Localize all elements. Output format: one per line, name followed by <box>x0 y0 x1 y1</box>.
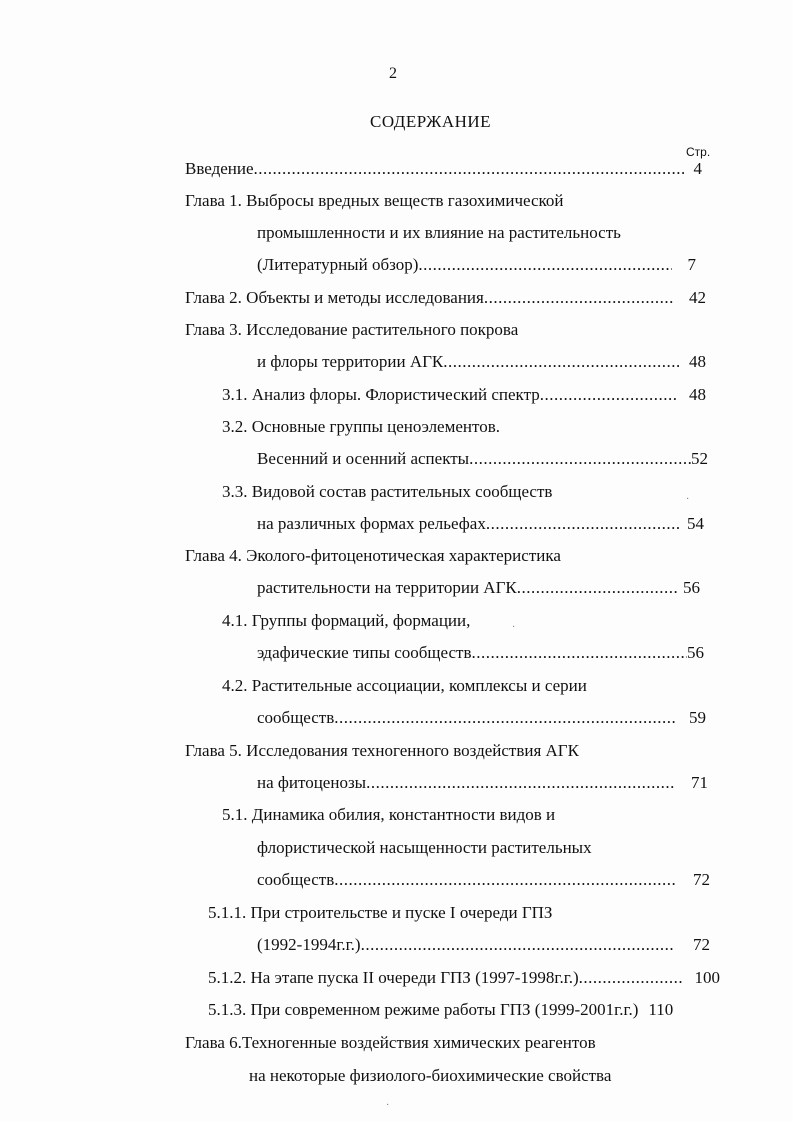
toc-entry-label: промышленности и их влияние на растительность <box>257 223 621 242</box>
toc-entry <box>257 773 708 793</box>
toc-entry <box>257 870 710 890</box>
toc-entry-label: эдафические типы сообществ <box>257 643 472 662</box>
toc-entry-page: 110 <box>648 1000 674 1019</box>
toc-entry-label: Глава 1. Выбросы вредных веществ газохимической <box>185 191 564 210</box>
toc-entry-page: 72 <box>693 935 710 954</box>
leader-dots <box>418 255 671 275</box>
toc-entry-label: на различных формах рельефах <box>257 514 486 533</box>
toc-entry-label: и флоры территории АГК <box>257 352 444 371</box>
toc-entry <box>257 255 696 275</box>
toc-entry-label: на некоторые физиолого-биохимические свойства <box>249 1066 612 1085</box>
toc-entry-label: Глава 6.Техногенные воздействия химических реагентов <box>185 1033 596 1052</box>
leader-dots <box>469 449 691 469</box>
toc-entry-label: Весенний и осенний аспекты <box>257 449 470 468</box>
toc-entry-page: 48 <box>689 352 706 371</box>
leader-dots <box>361 935 675 955</box>
toc-entry-label: 3.1. Анализ флоры. Флористический спектр <box>222 385 540 404</box>
leader-dots <box>334 708 677 728</box>
leader-dots <box>254 159 684 179</box>
toc-entry <box>222 385 706 405</box>
toc-entry <box>185 288 706 308</box>
leader-dots <box>472 643 688 663</box>
toc-entry-page: 59 <box>689 708 706 727</box>
toc-entry-page: 52 <box>691 449 708 468</box>
toc-entry <box>208 1000 720 1020</box>
toc-entry-page: 71 <box>691 773 708 792</box>
page-column-header: Стр. <box>686 145 711 159</box>
scan-speck: · <box>686 494 690 505</box>
leader-dots <box>443 352 679 372</box>
scan-speck: · <box>512 622 516 633</box>
toc-entry-label: 5.1. Динамика обилия, константности видов и <box>222 805 556 824</box>
scan-speck: · <box>386 1100 390 1111</box>
leader-dots <box>334 870 675 890</box>
toc-entry-label: на фитоценозы <box>257 773 367 792</box>
toc-entry-page: 72 <box>693 870 710 889</box>
leader-dots <box>540 385 677 405</box>
toc-entry-label: 5.1.3. При современном режиме работы ГПЗ (1999-2001г.г.) <box>208 1000 639 1019</box>
toc-entry <box>257 643 704 663</box>
toc-entry-page: 54 <box>687 514 704 533</box>
leader-dots <box>484 288 675 308</box>
leader-dots <box>366 773 675 793</box>
toc-entry-page: 7 <box>687 255 696 274</box>
toc-entry-label: 4.2. Растительные ассоциации, комплексы и серии <box>222 676 587 695</box>
toc-entry-label: Введение <box>185 159 254 178</box>
toc-entry-label: 3.2. Основные группы ценоэлементов. <box>222 417 500 436</box>
page-title: СОДЕРЖАНИЕ <box>370 112 492 131</box>
toc-entry-page: 100 <box>694 968 720 987</box>
toc-entry <box>257 514 704 534</box>
leader-dots <box>486 514 681 534</box>
toc-entry <box>208 968 720 988</box>
toc-entry-page: 42 <box>689 288 706 307</box>
toc-entry-page: 48 <box>689 385 706 404</box>
toc-entry-label: флористической насыщенности растительных <box>257 838 592 857</box>
toc-entry-label: 5.1.1. При строительстве и пуске I очереди ГПЗ <box>208 903 553 922</box>
page-number: 2 <box>389 65 397 82</box>
toc-entry <box>257 708 706 728</box>
toc-entry-label: сообществ <box>257 870 335 889</box>
toc-entry-label: Глава 4. Эколого-фитоценотическая характеристика <box>185 546 561 565</box>
toc-entry-page: 56 <box>687 643 704 662</box>
leader-dots <box>579 968 683 988</box>
toc-entry-label: растительности на территории АГК <box>257 578 517 597</box>
toc-entry-label: 3.3. Видовой состав растительных сообществ <box>222 482 553 501</box>
toc-entry-label: Глава 2. Объекты и методы исследования <box>185 288 484 307</box>
toc-entry-label: 5.1.2. На этапе пуска II очереди ГПЗ (1997-1998г.г.) <box>208 968 579 987</box>
toc-entry <box>257 935 710 955</box>
toc-entry-label: Глава 3. Исследование растительного покрова <box>185 320 519 339</box>
toc-entry-page: 4 <box>693 159 702 178</box>
toc-entry-label: (1992-1994г.г.) <box>257 935 361 954</box>
toc-entry-label: Глава 5. Исследования техногенного воздействия АГК <box>185 741 579 760</box>
toc-entry-label: 4.1. Группы формаций, формации, <box>222 611 471 630</box>
toc-entry <box>257 352 706 372</box>
toc-entry-label: (Литературный обзор) <box>257 255 419 274</box>
leader-dots <box>517 578 677 598</box>
toc-entry-label: сообществ <box>257 708 335 727</box>
toc-entry <box>257 449 708 469</box>
toc-entry <box>185 159 702 179</box>
toc-entry-page: 56 <box>683 578 700 597</box>
toc-entry <box>257 578 700 598</box>
